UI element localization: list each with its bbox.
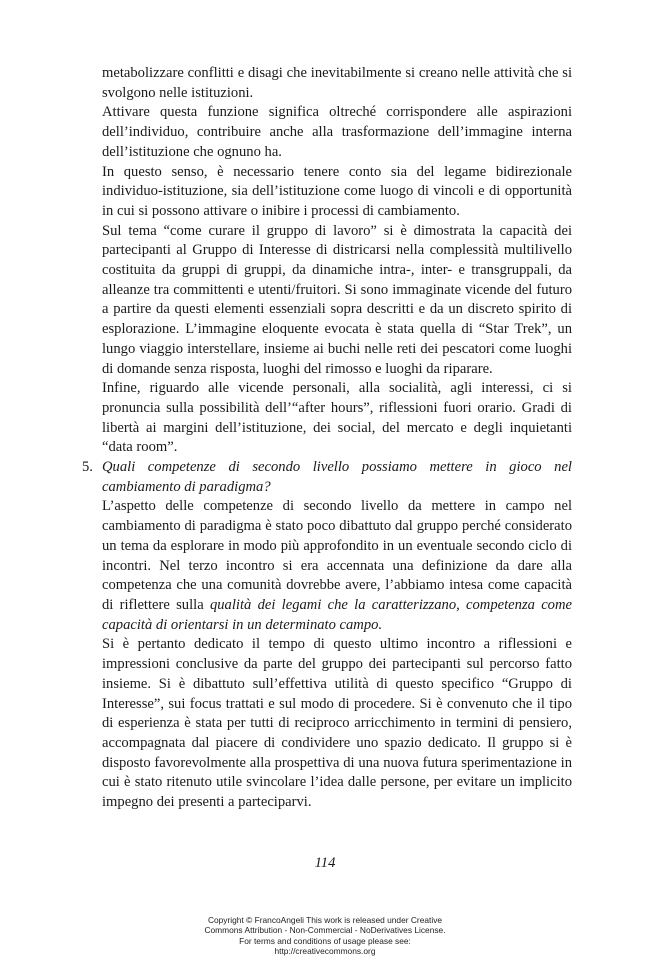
license-line: Copyright © FrancoAngeli This work is released under Creative	[207, 915, 443, 925]
license-notice	[0, 915, 650, 957]
paragraph: Infine, riguardo alle vicende personali, alla socialità, agli interessi, ci si pronuncia sulla possibilità dell’“after hours”, riflessioni fuori orario. Gradi di libertà ai margini dell’istituzione, dei social, del mercato e degli inquietanti “data room”.	[102, 380, 572, 456]
paragraph: metabolizzare conflitti e disagi che inevitabilmente si creano nelle attività che si svolgono nelle istituzioni.	[102, 65, 572, 101]
license-line: Commons Attribution - Non-Commercial - NoDerivatives License.	[204, 925, 446, 936]
paragraph: In questo senso, è necessario tenere conto sia del legame bidirezionale individuo-istituzione, sia dell’istituzione come luogo di vincoli e di opportunità in cui si possono attivare o inibire i processi di cambiamento.	[102, 163, 572, 219]
license-line: For terms and conditions of usage please see:	[239, 935, 411, 946]
numbered-question	[82, 458, 572, 497]
paragraph-text: L’aspetto delle competenze di secondo livello da mettere in campo nel cambiamento di paradigma è stato poco dibattuto dal gruppo perché considerato un tema da esplorare in modo più approfondito in un eventuale secondo ciclo di incontri. Nel terzo incontro si era accennata una definizione da dare alla competenza che una comunità dovrebbe avere, l’abbiamo intesa come capacità di riflettere sulla	[102, 498, 572, 613]
license-link[interactable]: http://creativecommons.org	[274, 946, 376, 957]
item-question: Quali competenze di secondo livello possiamo mettere in gioco nel cambiamento di paradigma?	[102, 459, 572, 495]
paragraph-italic-text: qualità dei legami che la caratterizzano, competenza come capacità di orientarsi in un determinato campo.	[102, 596, 572, 633]
paragraph	[102, 497, 572, 635]
page-number: 114	[314, 855, 336, 871]
body-text	[82, 64, 572, 813]
paragraph: Si è pertanto dedicato il tempo di questo ultimo incontro a riflessioni e impressioni conclusive da parte del gruppo dei partecipanti sul percorso fatto insieme. Si è dibattuto sull’effettiva utilità di questo specifico “Gruppo di Interesse”, sui focus trattati e sul modo di procedere. Si è convenuto che il tipo di esperienza è stata per tutti di reciproco arricchimento in termini di pensiero, accompagnata dal piacere di condividere uno spazio dedicato. Il gruppo si è disposto favorevolmente alla prospettiva di una nuova futura sperimentazione in cui è stato ritenuto utile svincolare l’idea dalle persone, per evitare un implicito impegno dei presenti a parteciparvi.	[102, 636, 572, 811]
paragraph: Attivare questa funzione significa oltreché corrispondere alle aspirazioni dell’individuo, contribuire anche alla trasformazione dell’immagine interna dell’istituzione che ognuno ha.	[102, 104, 572, 160]
paragraph: Sul tema “come curare il gruppo di lavoro” si è dimostrata la capacità dei partecipanti al Gruppo di Interesse di districarsi nella complessità multilivello costituita da gruppi di gruppi, da dinamiche intra-, inter- e transgruppali, da alleanze tra committenti e utenti/fruitori. Si sono immaginate vicende del futuro a partire da questi elementi essenziali sopra descritti e da un discreto spirito di esplorazione. L’immagine eloquente evocata è stata quella di “Star Trek”, un lungo viaggio interstellare, insieme ai buchi nelle reti dei pescatori come luoghi di domande senza risposta, luoghi del rimosso e luoghi da riparare.	[102, 222, 572, 377]
item-number: 5.	[82, 459, 93, 476]
